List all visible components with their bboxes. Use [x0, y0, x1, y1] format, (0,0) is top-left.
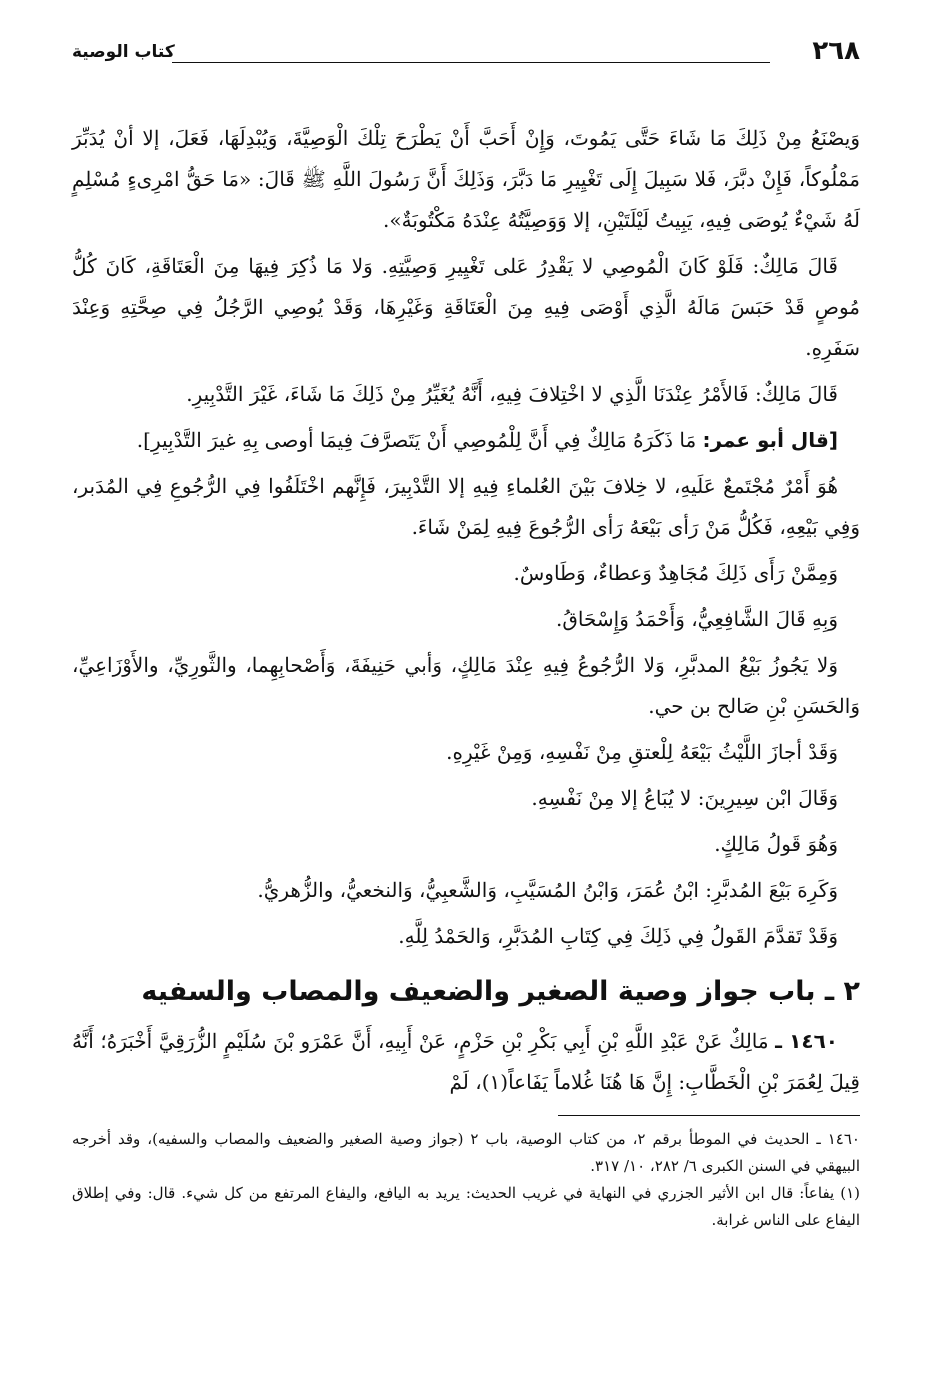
- paragraph: وَكَرِهَ بَيْعَ المُدبَّرِ: ابْنُ عُمَرَ، وَابْنُ المُسَيَّبِ، وَالشَّعبِيُّ، وَالنخعيُّ، والزُّهريُّ.: [257, 878, 838, 902]
- paragraph: وَلا يَجُوزُ بَيْعُ المدبَّرِ، وَلا الرُّجُوعُ فِيهِ عِنْدَ مَالِكٍ، وَأبي حَنِيفَةَ، وَأَصْحابِهِما، والثَّورِيِّ، والأَوْزَاعِيِّ، وَالحَسَنِ بْنِ صَالح بن حي.: [72, 653, 860, 718]
- hadith-text: مَالِكٌ عَنْ عَبْدِ اللَّهِ بْنِ أَبِي بَكْرِ بْنِ حَزْمٍ، عَنْ أَبِيهِ، أَنَّ عَمْرَو بْنَ سُلَيْمٍ الزُّرَقِيَّ أَخْبَرَهُ؛ أَنَّهُ قِيلَ لِعُمَرَ بْنِ الْخَطَّابِ: إِنَّ هَا هُنَا غُلاماً يَفَاعاً(١)، لَمْ: [72, 1029, 860, 1094]
- hadith-number: ١٤٦٠ ـ: [775, 1029, 838, 1053]
- paragraph: وَقَالَ ابْن سِيرِينَ: لا يُبَاعُ إلا مِنْ نَفْسِهِ.: [531, 786, 838, 810]
- abu-umar-label: [قال أبو عمر:: [702, 428, 838, 452]
- footnote: (١) يفاعاً: قال ابن الأثير الجزري في النهاية في غريب الحديث: يريد به اليافع، واليفاع المرتفع من كل شيء. قال: وفي إطلاق اليفاع على الناس غرابة.: [72, 1184, 860, 1229]
- book-title: كتاب الوصية: [72, 42, 175, 62]
- footnote: ١٤٦٠ ـ الحديث في الموطأ برقم ٢، من كتاب الوصية، باب ٢ (جواز وصية الصغير والضعيف والمصاب والسفيه)، وقد أخرجه البيهقي في السنن الكبرى ٦/ ٢٨٢، ١٠/ ٣١٧.: [72, 1130, 860, 1175]
- footnote-rule: [558, 1115, 860, 1116]
- paragraph: وَيصْنَعُ مِنْ ذَلِكَ مَا شَاءَ حَتَّى يَمُوتَ، وَإِنْ أَحَبَّ أَنْ يَطْرَحَ تِلْكَ الْوَصِيَّةَ، وَيُبْدِلَهَا، فَعَلَ، إلا أنْ يُدَبِّرَ مَمْلُوكاً، فَإِنْ دبَّرَ، فَلا سَبِيلَ إِلَى تَغْيِيرِ مَا دَبَّرَ، وَذَلِكَ أَنَّ رَسُولَ اللَّهِ ﷺ قَالَ: «مَا حَقُّ امْرِىءٍ مُسْلِمٍ لَهُ شَيْءٌ يُوصَى فِيهِ، يَبِيتُ لَيْلَتَيْنِ، إلا وَوَصِيَّتُهُ عِنْدَهُ مَكْتُوبَةٌ».: [72, 126, 860, 232]
- abu-umar-paragraph: [72, 420, 860, 461]
- page-number: ٢٦٨: [812, 36, 860, 66]
- paragraph: قَالَ مَالِكٌ: فَلَوْ كَانَ الْمُوصِي لا يَقْدِرُ عَلى تَغْيِيرِ وَصِيَّتِهِ. وَلا مَا ذُكِرَ فِيهَا مِنَ الْعَتَاقَةِ، كَانَ كُلُّ مُوصٍ قَدْ حَبَسَ مَالَهُ الَّذِي أَوْصَى فِيهِ مِنَ الْعَتَاقَةِ وَغَيْرِهَا، وَقَدْ يُوصِي الرَّجُلُ فِي صِحَّتِهِ وَعِنْدَ سَفَرِهِ.: [72, 254, 860, 360]
- footnotes: [72, 1126, 860, 1234]
- main-text: [72, 118, 860, 1103]
- paragraph: قَالَ مَالِكٌ: فَالأَمْرُ عِنْدَنَا الَّذِي لا اخْتِلافَ فِيهِ، أَنَّهُ يُغَيِّرُ مِنْ ذَلِكَ مَا شَاءَ، غَيْرَ التَّدْبِيرِ.: [186, 382, 838, 406]
- paragraph: هُوَ أَمْرٌ مُجْتَمعٌ عَلَيهِ، لا خِلافَ بَيْنَ العُلماءِ فِيهِ إلا التَّدْبِيرَ، فَإِنَّهم اخْتَلَفُوا فِي الرُّجُوعِ فِي المُدَبر، وَفِي بَيْعِهِ، فَكُلُّ مَنْ رَأى بَيْعَهُ رَأى الرُّجُوعَ فِيهِ لِمَنْ شَاءَ.: [72, 474, 860, 539]
- paragraph: وَقَدْ تَقدَّمَ القَولُ فِي ذَلِكَ فِي كِتَابِ المُدَبَّرِ، وَالحَمْدُ لِلَّهِ.: [398, 924, 838, 948]
- paragraph: وَهُوَ قَولُ مَالِكٍ.: [714, 832, 838, 856]
- book-page: [72, 36, 860, 1234]
- paragraph: وَبِهِ قَالَ الشَّافِعِيُّ، وَأَحْمَدُ وَإِسْحَاقُ.: [556, 607, 838, 631]
- chapter-heading: ٢ ـ باب جواز وصية الصغير والضعيف والمصاب والسفيه: [141, 976, 860, 1007]
- paragraph: وَقَدْ أجازَ اللَّيْثُ بَيْعَهُ لِلْعتقِ مِنْ نَفْسِهِ، وَمِنْ غَيْرِهِ.: [446, 740, 838, 764]
- header-rule: [172, 62, 770, 63]
- paragraph: وَمِمَّنْ رَأَى ذَلِكَ مُجَاهِدٌ وَعطاءٌ، وَطَاوسٌ.: [513, 561, 838, 585]
- abu-umar-text: مَا ذَكَرَهُ مَالِكٌ فِي أَنَّ لِلْمُوصِي أَنْ يَتَصرَّفَ فِيمَا أوصى بِهِ غيرَ التَّدْبِيرِ].: [136, 428, 697, 452]
- running-header: [72, 36, 860, 72]
- hadith-paragraph: [72, 1021, 860, 1103]
